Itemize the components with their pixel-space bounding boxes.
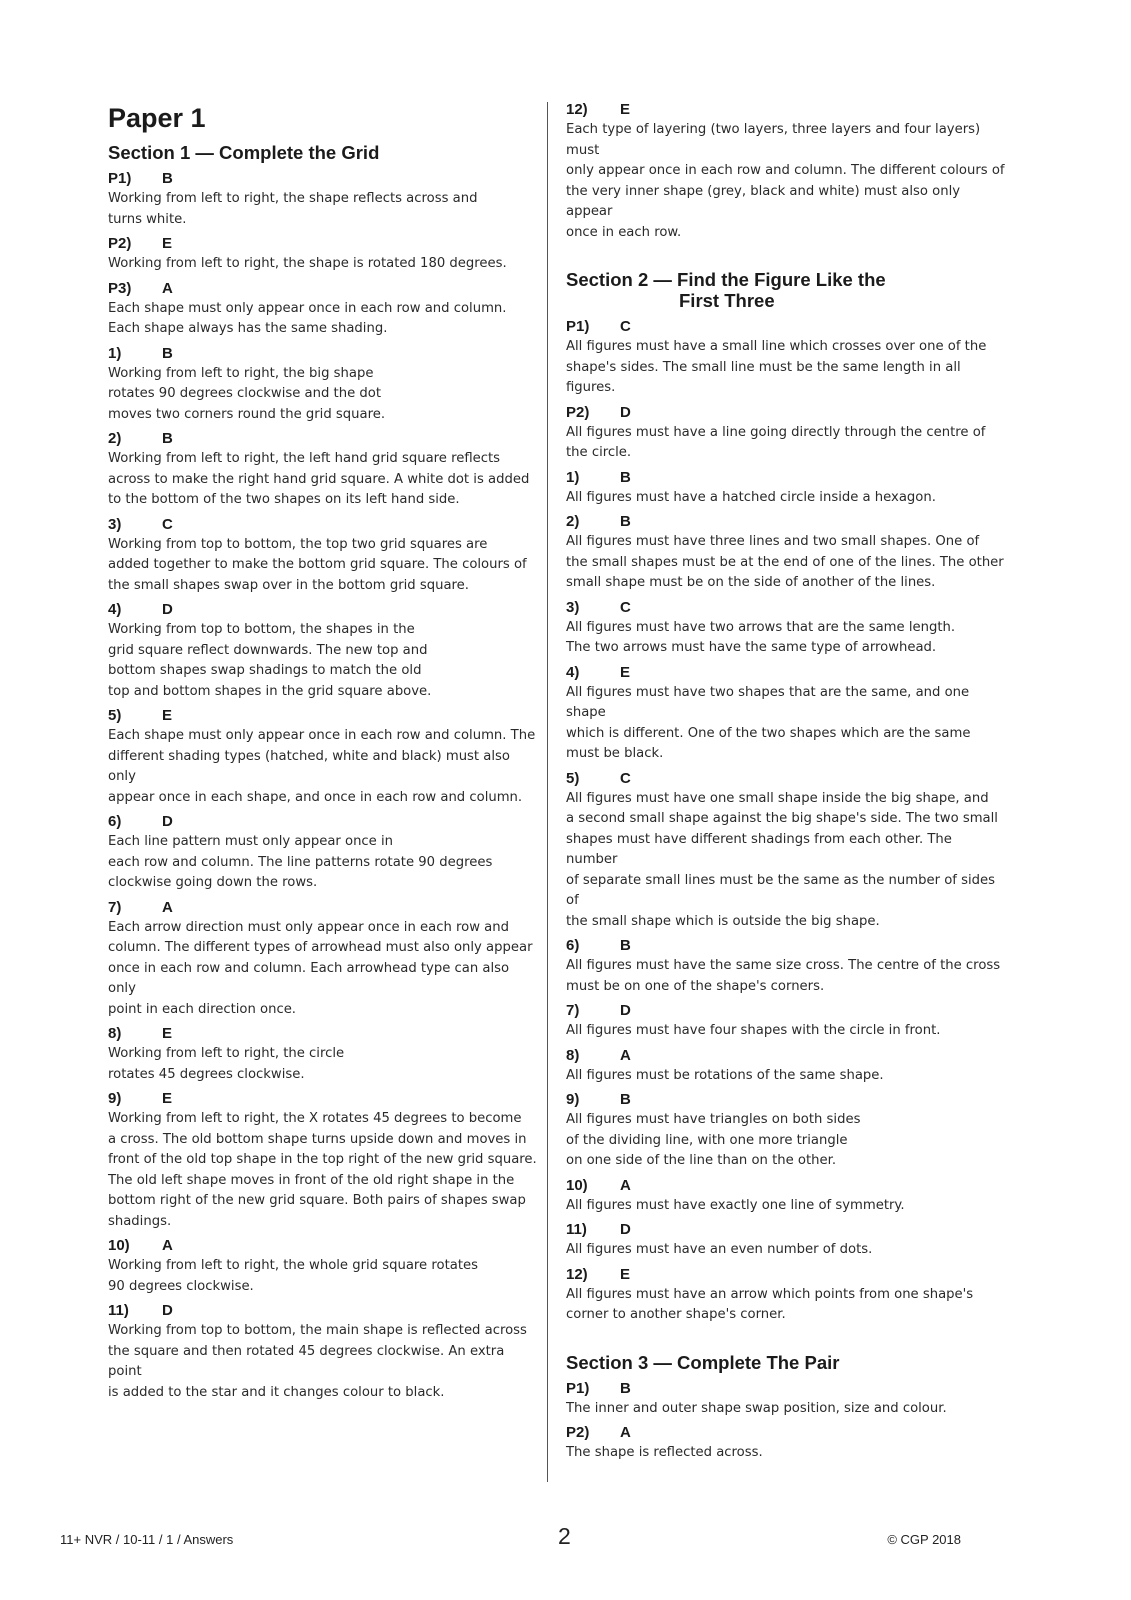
- question-number: 2): [566, 513, 580, 530]
- answer-letter: E: [162, 235, 173, 252]
- answer-letter: B: [162, 344, 173, 362]
- answer-letter: E: [162, 1090, 173, 1107]
- answer-header: [566, 663, 1006, 682]
- question-number: 4): [108, 601, 122, 618]
- answer-explanation: All figures must have three lines and two small shapes. One of the small shapes must be at the end of one of the lines. The other small shape must be on the side of another of the lines.: [566, 534, 1004, 590]
- answer-explanation: Working from left to right, the X rotates 45 degrees to become a cross. The old bottom shape turns upside down and moves in front of the old top shape in the top right of the new grid square. The old left shape moves in front of the old right shape in the bottom right of the new grid square. Both pairs of shapes swap shadings.: [108, 1111, 537, 1229]
- section-2-questions: [566, 317, 1006, 1326]
- answer-explanation: All figures must be rotations of the same shape.: [566, 1067, 884, 1083]
- question-number: 9): [108, 1090, 122, 1107]
- footer-code: 11+ NVR / 10-11 / 1 / Answers: [60, 1532, 234, 1547]
- answer-header: [108, 234, 538, 253]
- answer-letter: A: [620, 1424, 631, 1441]
- answer-explanation: All figures must have the same size cross. The centre of the cross must be on one of the shape's corners.: [566, 958, 1001, 994]
- answer-letter: D: [620, 403, 631, 421]
- answer-header: [108, 1301, 538, 1320]
- section-3-questions: [566, 1379, 1006, 1464]
- answer-header: [108, 344, 538, 363]
- answer-item: [108, 1236, 538, 1297]
- answer-explanation: All figures must have a hatched circle inside a hexagon.: [566, 489, 936, 505]
- question-number: 3): [566, 598, 580, 616]
- answer-header: [566, 1265, 1006, 1284]
- answer-explanation: Working from left to right, the whole grid square rotates 90 degrees clockwise.: [108, 1258, 478, 1294]
- answer-item: [566, 468, 1006, 509]
- answer-explanation: Working from left to right, the shape reflects across and turns white.: [108, 191, 478, 227]
- answer-header: [566, 1423, 1006, 1442]
- answer-item: [566, 1090, 1006, 1172]
- answer-item: [566, 598, 1006, 659]
- question-number: P1): [108, 170, 132, 187]
- footer-copyright: © CGP 2018: [887, 1532, 961, 1547]
- question-number: 2): [108, 430, 122, 447]
- answer-item: [108, 234, 538, 275]
- answer-header: [566, 317, 1006, 336]
- question-number: 3): [108, 515, 122, 533]
- answer-letter: C: [620, 318, 631, 335]
- question-number: 12): [566, 101, 588, 118]
- answer-letter: E: [620, 1265, 631, 1283]
- answer-explanation: Working from top to bottom, the top two grid squares are added together to make the bottom grid square. The colours of the small shapes swap over in the bottom grid square.: [108, 536, 527, 593]
- answer-explanation: Working from top to bottom, the shapes in the grid square reflect downwards. The new top and bottom shapes swap shadings to match the old top and bottom shapes in the grid square above.: [108, 622, 432, 699]
- question-number: 6): [566, 937, 580, 954]
- answer-item: [108, 1089, 538, 1232]
- answer-header: [108, 279, 538, 298]
- answer-header: [108, 1236, 538, 1255]
- answer-explanation: Each shape must only appear once in each row and column. Each shape always has the same shading.: [108, 300, 507, 336]
- answer-letter: C: [620, 598, 631, 616]
- question-number: 11): [108, 1302, 129, 1319]
- left-column: [108, 100, 538, 1407]
- answer-header: [566, 936, 1006, 955]
- answer-header: [566, 1001, 1006, 1020]
- answer-letter: C: [620, 769, 631, 787]
- section-2-title-line-2: First Three: [679, 290, 775, 311]
- answer-explanation: Working from left to right, the circle rotates 45 degrees clockwise.: [108, 1046, 345, 1082]
- section-2-title: [566, 269, 1006, 311]
- paper-title: Paper 1: [108, 103, 206, 133]
- answer-explanation: Working from left to right, the left hand grid square reflects across to make the right hand grid square. A white dot is added to the bottom of the two shapes on its left hand side.: [108, 451, 530, 507]
- question-number: P1): [566, 318, 590, 335]
- answer-explanation: All figures must have triangles on both sides of the dividing line, with one more triangle on one side of the line than on the other.: [566, 1112, 861, 1168]
- answer-letter: E: [162, 1025, 173, 1042]
- answer-item: [108, 812, 538, 894]
- answer-header: [566, 1220, 1006, 1239]
- answer-item: [108, 600, 538, 702]
- answer-item: [566, 769, 1006, 933]
- answer-item: [108, 1024, 538, 1085]
- answer-item: [566, 317, 1006, 399]
- answer-explanation: All figures must have one small shape inside the big shape, and a second small shape against the big shape's side. The two small shapes must have different shadings from each other. The number of separate small lines must be the same as the number of sides of the small shape which is outside the big shape.: [566, 790, 998, 929]
- answer-item: [108, 169, 538, 230]
- question-number: 4): [566, 663, 580, 681]
- answer-item: [566, 936, 1006, 997]
- answer-header: [108, 600, 538, 619]
- answer-letter: A: [620, 1046, 631, 1064]
- answer-header: [566, 598, 1006, 617]
- answer-letter: A: [162, 1237, 173, 1254]
- answer-letter: A: [162, 898, 173, 916]
- answer-letter: D: [162, 601, 173, 618]
- answer-letter: E: [620, 663, 631, 681]
- answer-explanation: Each shape must only appear once in each row and column. The different shading types (hatched, white and black) must also only appear once in each shape, and once in each row and column.: [108, 728, 536, 805]
- answer-item: [108, 279, 538, 340]
- question-number: 8): [108, 1025, 122, 1042]
- answer-item: [108, 706, 538, 808]
- answer-letter: A: [162, 279, 173, 297]
- answer-item: [566, 1001, 1006, 1042]
- answer-item: [108, 429, 538, 511]
- question-number: P2): [566, 1424, 590, 1441]
- answer-explanation: All figures must have a line going directly through the centre of the circle.: [566, 424, 986, 460]
- question-number: P1): [566, 1379, 590, 1397]
- answer-explanation: Each type of layering (two layers, three layers and four layers) must only appear once in each row and column. The different colours of the very inner shape (grey, black and white) must also only appear once in each row.: [566, 122, 1005, 240]
- question-number: 5): [108, 707, 122, 724]
- answer-header: [566, 1046, 1006, 1065]
- answer-letter: B: [620, 1091, 631, 1108]
- answer-item: [108, 898, 538, 1021]
- answer-item: [566, 663, 1006, 765]
- answer-item: [566, 1046, 1006, 1087]
- question-number: 12): [566, 1265, 588, 1283]
- answer-explanation: All figures must have a small line which crosses over one of the shape's sides. The small line must be the same length in all figures.: [566, 339, 987, 395]
- answer-item: [108, 515, 538, 597]
- question-number: 6): [108, 813, 122, 830]
- answer-explanation: All figures must have an arrow which points from one shape's corner to another shape's corner.: [566, 1286, 974, 1322]
- question-number: P3): [108, 279, 132, 297]
- answer-header: [108, 515, 538, 534]
- answer-explanation: Each arrow direction must only appear once in each row and column. The different types of arrowhead must also only appear once in each row and column. Each arrowhead type can also only point in each direction once.: [108, 919, 533, 1017]
- answer-header: [566, 403, 1006, 422]
- question-number: 1): [566, 468, 580, 486]
- answer-header: [108, 706, 538, 725]
- answer-explanation: All figures must have two shapes that are the same, and one shape which is different. One of the two shapes which are the same must be black.: [566, 684, 971, 761]
- question-number: 7): [108, 898, 122, 916]
- answer-letter: B: [620, 937, 631, 954]
- answer-explanation: All figures must have an even number of dots.: [566, 1242, 873, 1257]
- answer-letter: D: [162, 813, 173, 830]
- answer-letter: E: [162, 707, 173, 724]
- answer-header: [108, 1024, 538, 1043]
- answer-header: [108, 169, 538, 188]
- section-3-title: Section 3 — Complete The Pair: [566, 1351, 840, 1373]
- answer-item: [566, 1220, 1006, 1261]
- page-number: 2: [558, 1523, 571, 1549]
- answer-letter: B: [620, 468, 631, 486]
- answer-header: [566, 468, 1006, 487]
- answer-letter: D: [620, 1002, 631, 1019]
- question-number: 10): [108, 1237, 130, 1254]
- question-number: 10): [566, 1176, 588, 1194]
- answer-letter: B: [620, 513, 631, 530]
- answer-header: [566, 100, 1006, 119]
- question-number: 11): [566, 1221, 587, 1238]
- question-number: 9): [566, 1091, 580, 1108]
- column-divider: [547, 102, 548, 1482]
- answer-explanation: All figures must have exactly one line of symmetry.: [566, 1197, 905, 1213]
- answer-header: [108, 812, 538, 831]
- answer-header: [108, 1089, 538, 1108]
- answer-explanation: Working from left to right, the big shape rotates 90 degrees clockwise and the dot moves two corners round the grid square.: [108, 365, 386, 422]
- answer-explanation: Working from left to right, the shape is rotated 180 degrees.: [108, 256, 507, 271]
- answer-header: [108, 429, 538, 448]
- question-number: 7): [566, 1002, 580, 1019]
- answer-letter: D: [162, 1302, 173, 1319]
- answer-header: [566, 1090, 1006, 1109]
- answer-item: [108, 1301, 538, 1403]
- answer-letter: A: [620, 1176, 631, 1194]
- answer-letter: E: [620, 101, 631, 118]
- answer-explanation: Each line pattern must only appear once in each row and column. The line patterns rotate 90 degrees clockwise going down the rows.: [108, 834, 493, 890]
- answer-header: [566, 769, 1006, 788]
- question-number: 5): [566, 769, 580, 787]
- answer-header: [566, 1379, 1006, 1398]
- answer-explanation: All figures must have four shapes with the circle in front.: [566, 1023, 941, 1038]
- question-number: 1): [108, 344, 122, 362]
- answer-explanation: The shape is reflected across.: [566, 1445, 763, 1460]
- answer-item: [566, 1379, 1006, 1420]
- answer-item: [566, 1423, 1006, 1464]
- section-2-title-line-1: Section 2 — Find the Figure Like the: [566, 269, 886, 290]
- answer-item: [108, 344, 538, 426]
- question-number: P2): [566, 403, 590, 421]
- answer-letter: B: [162, 430, 173, 447]
- answer-item: [566, 512, 1006, 594]
- answer-explanation: Working from top to bottom, the main shape is reflected across the square and then rotated 45 degrees clockwise. An extra point is added to the star and it changes colour to black.: [108, 1323, 527, 1400]
- question-number: 8): [566, 1046, 580, 1064]
- answer-letter: D: [620, 1221, 631, 1238]
- answer-item: [566, 100, 1006, 243]
- answer-header: [566, 1176, 1006, 1195]
- answer-explanation: All figures must have two arrows that are the same length. The two arrows must have the same type of arrowhead.: [566, 619, 956, 655]
- section-1-questions: [108, 169, 538, 1403]
- answer-item: [566, 403, 1006, 464]
- right-column: [566, 100, 1006, 1468]
- answer-item: [566, 1265, 1006, 1326]
- answer-header: [566, 512, 1006, 531]
- answer-item: [566, 1176, 1006, 1217]
- answer-letter: B: [162, 170, 173, 187]
- answer-letter: B: [620, 1379, 631, 1397]
- question-number: P2): [108, 235, 132, 252]
- answer-header: [108, 898, 538, 917]
- answer-explanation: The inner and outer shape swap position, size and colour.: [566, 1400, 947, 1416]
- section-1-title: Section 1 — Complete the Grid: [108, 142, 380, 163]
- answer-letter: C: [162, 515, 173, 533]
